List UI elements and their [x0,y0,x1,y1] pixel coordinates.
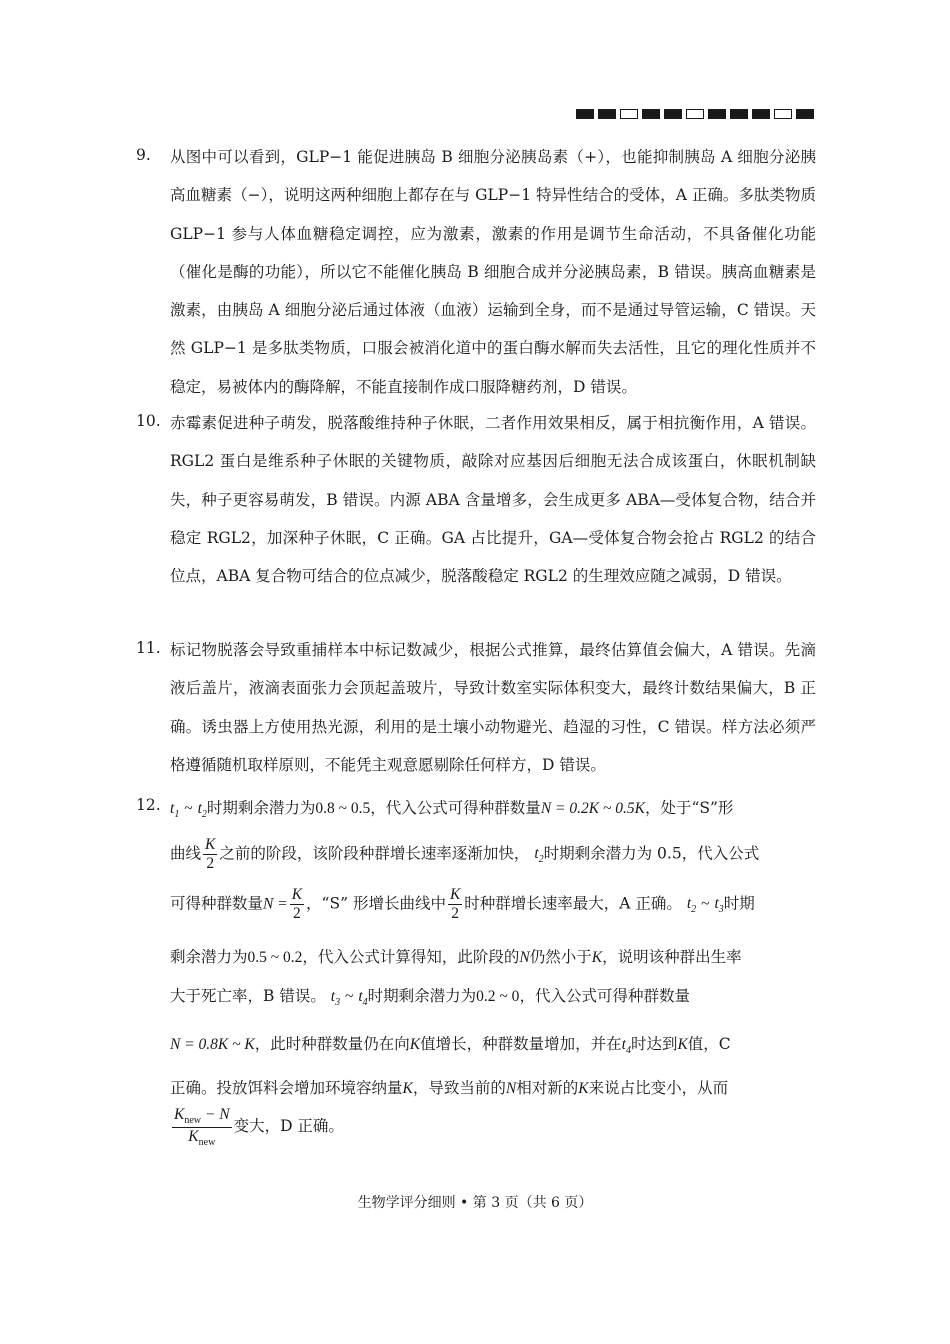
header-mark [598,109,616,119]
k-new-fraction: $\frac{K_{new} - N}{K_{new}}$ [174,1106,230,1148]
header-mark [708,109,726,119]
item-12-line-8: $\frac{K_{new} - N}{K_{new}}$ 变大，D 正确。 [174,1106,344,1148]
item-number: 9. [136,146,151,164]
header-mark [774,109,792,119]
item-number: 12. [136,796,161,814]
item-12-line-4: 剩余潜力为0.5 ~ 0.2，代入公式计算得知，此阶段的N仍然小于K，说明该种群出生率 [170,948,742,966]
answer-item-11 [136,631,816,784]
header-mark [620,109,638,119]
item-12-line-6: N = 0.8K ~ K，此时种群数量仍在向K值增长，种群数量增加，并在$t_4$时达到K值，C [170,1035,731,1057]
header-mark [752,109,770,119]
page-footer: 生物学评分细则 • 第 3 页（共 6 页） [357,1195,593,1211]
header-mark [576,109,594,119]
item-number: 10. [136,412,161,430]
item-text: 赤霉素促进种子萌发，脱落酸维持种子休眠，二者作用效果相反，属于相抗衡作用，A 错误。RGL2 蛋白是维系种子休眠的关键物质，敲除对应基因后细胞无法合成该蛋白，休眠机制缺失，种子更容易萌发，B 错误。内源 ABA 含量增多，会生成更多 ABA—受体复合物，结合并稳定 RGL2，加深种子休眠，C 正确。GA 占比提升，GA—受体复合物会抢占 RGL2 的结合位点，ABA 复合物可结合的位点减少，脱落酸稳定 RGL2 的生理效应随之减弱，D 错误。 [170,414,816,586]
header-mark [796,109,814,119]
header-marks [576,109,814,119]
header-mark [686,109,704,119]
item-12-line-1: $t_1$ ~ $t_2$时期剩余潜力为0.8 ~ 0.5，代入公式可得种群数量N = 0.2K ~ 0.5K，处于“S”形 [170,799,734,821]
item-number: 11. [136,639,161,657]
header-mark [664,109,682,119]
header-mark [642,109,660,119]
item-12-line-7: 正确。投放饵料会增加环境容纳量K，导致当前的N相对新的K来说占比变小，从而 [170,1079,729,1097]
header-mark [730,109,748,119]
item-12-line-5: 大于死亡率，B 错误。 $t_3$ ~ $t_4$时期剩余潜力为0.2 ~ 0，代入公式可得种群数量 [170,987,690,1009]
answer-item-9 [136,138,816,406]
item-text: 从图中可以看到，GLP−1 能促进胰岛 B 细胞分泌胰岛素（+），也能抑制胰岛 A 细胞分泌胰高血糖素（−），说明这两种细胞上都存在与 GLP−1 特异性结合的受体，A 正确。多肽类物质 GLP−1 参与人体血糖稳定调控，应为激素，激素的作用是调节生命活动，不具备催化功能（催化是酶的功能），所以它不能催化胰岛 B 细胞合成并分泌胰岛素，B 错误。胰高血糖素是激素，由胰岛 A 细胞分泌后通过体液（血液）运输到全身，而不是通过导管运输，C 错误。天然 GLP−1 是多肽类物质，口服会被消化道中的蛋白酶水解而失去活性，且它的理化性质并不稳定，易被体内的酶降解，不能直接制作成口服降糖药剂，D 错误。 [170,148,816,396]
item-12-line-3: 可得种群数量N = $\frac{K}{2}$ ，“S” 形增长曲线中 $\frac{K}{2}$ 时种群增长速率最大，A 正确。 $t_2$ ~ $t_3$时期 [170,886,755,922]
item-text: 标记物脱落会导致重捕样本中标记数减少，根据公式推算，最终估算值会偏大，A 错误。先滴液后盖片，液滴表面张力会顶起盖玻片，导致计数室实际体积变大，最终计数结果偏大，B 正确。诱虫器上方使用热光源，利用的是土壤小动物避光、趋湿的习性，C 错误。样方法必须严格遵循随机取样原则，不能凭主观意愿剔除任何样方，D 错误。 [170,641,816,774]
answer-item-10 [136,404,816,595]
item-12-line-2: 曲线 $\frac{K}{2}$ 之前的阶段，该阶段种群增长速率逐渐加快， $t_2$时期剩余潜力为 0.5，代入公式 [170,836,760,872]
